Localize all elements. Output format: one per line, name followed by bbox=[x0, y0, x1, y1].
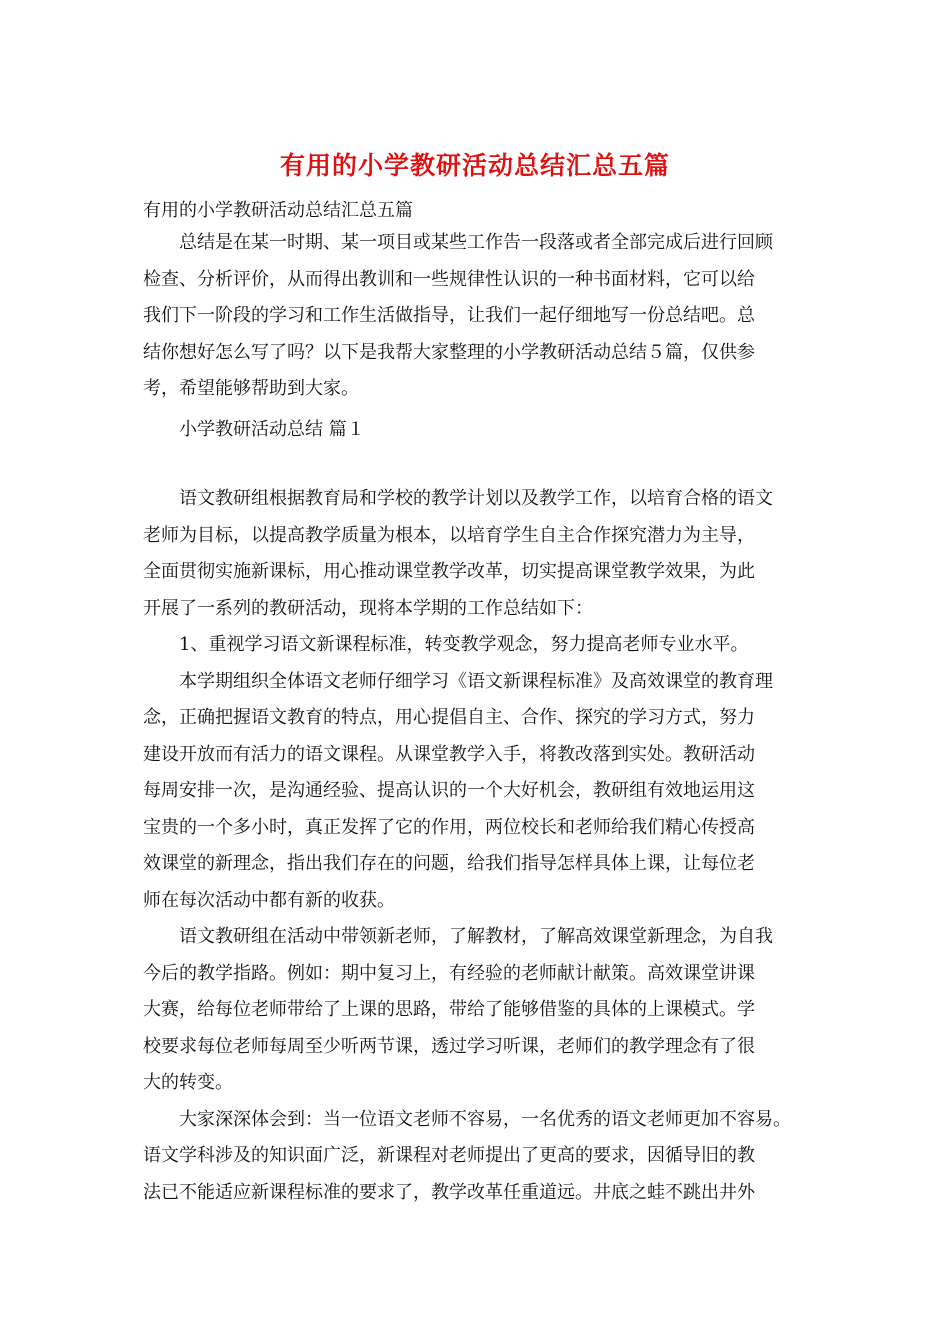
body-line: 本学期组织全体语文老师仔细学习《语文新课程标准》及高效课堂的教育理 bbox=[179, 670, 773, 692]
body-line: 念，正确把握语文教育的特点，用心提倡自主、合作、探究的学习方式，努力 bbox=[143, 707, 755, 728]
section-heading-text: 小学教研活动总结 篇１ bbox=[179, 419, 365, 440]
document-subtitle: 有用的小学教研活动总结汇总五篇 bbox=[143, 200, 413, 221]
intro-line: 总结是在某一时期、某一项目或某些工作告一段落或者全部完成后进行回顾 bbox=[179, 232, 773, 253]
body-line: 宝贵的一个多小时，真正发挥了它的作用，两位校长和老师给我们精心传授高 bbox=[143, 816, 755, 838]
body-line: 大家深深体会到：当一位语文老师不容易，一名优秀的语文老师更加不容易。 bbox=[179, 1108, 791, 1130]
document-title: 有用的小学教研活动总结汇总五篇 bbox=[279, 151, 670, 180]
body-line: 语文学科涉及的知识面广泛，新课程对老师提出了更高的要求，因循导旧的教 bbox=[143, 1145, 755, 1166]
intro-line: 考，希望能够帮助到大家。 bbox=[143, 378, 359, 399]
body-line: 每周安排一次，是沟通经验、提高认识的一个大好机会，教研组有效地运用这 bbox=[143, 780, 755, 801]
body-line: 效课堂的新理念，指出我们存在的问题，给我们指导怎样具体上课，让每位老 bbox=[143, 853, 755, 874]
intro-line: 我们下一阶段的学习和工作生活做指导，让我们一起仔细地写一份总结吧。总 bbox=[143, 305, 755, 326]
body-line: 语文教研组根据教育局和学校的教学计划以及教学工作，以培育合格的语文 bbox=[179, 488, 773, 509]
body-line: 1、重视学习语文新课程标准，转变教学观念，努力提高老师专业水平。 bbox=[179, 634, 749, 655]
intro-line: 检查、分析评价，从而得出教训和一些规律性认识的一种书面材料，它可以给 bbox=[143, 268, 755, 290]
body-line: 校要求每位老师每周至少听两节课，透过学习听课，老师们的教学理念有了很 bbox=[143, 1035, 755, 1057]
body-text bbox=[143, 481, 833, 1211]
body-line: 开展了一系列的教研活动，现将本学期的工作总结如下： bbox=[143, 597, 593, 619]
body-line: 大的转变。 bbox=[143, 1072, 233, 1093]
body-line: 全面贯彻实施新课标，用心推动课堂教学改革，切实提高课堂教学效果，为此 bbox=[143, 561, 755, 582]
body-line: 老师为目标，以提高教学质量为根本，以培育学生自主合作探究潜力为主导， bbox=[143, 524, 755, 546]
intro-line: 结你想好怎么写了吗？以下是我帮大家整理的小学教研活动总结５篇，仅供参 bbox=[143, 341, 755, 363]
body-line: 大赛，给每位老师带给了上课的思路，带给了能够借鉴的具体的上课模式。学 bbox=[143, 999, 755, 1020]
body-line: 今后的教学指路。例如：期中复习上，有经验的老师献计献策。高效课堂讲课 bbox=[143, 962, 755, 984]
body-line: 语文教研组在活动中带领新老师，了解教材，了解高效课堂新理念，为自我 bbox=[179, 926, 773, 947]
body-line: 法已不能适应新课程标准的要求了，教学改革任重道远。井底之蛙不跳出井外 bbox=[143, 1181, 755, 1203]
section-heading bbox=[143, 412, 833, 449]
body-line: 建设开放而有活力的语文课程。从课堂教学入手，将教改落到实处。教研活动 bbox=[143, 743, 755, 765]
intro-paragraph bbox=[143, 225, 833, 408]
body-line: 师在每次活动中都有新的收获。 bbox=[143, 889, 395, 911]
